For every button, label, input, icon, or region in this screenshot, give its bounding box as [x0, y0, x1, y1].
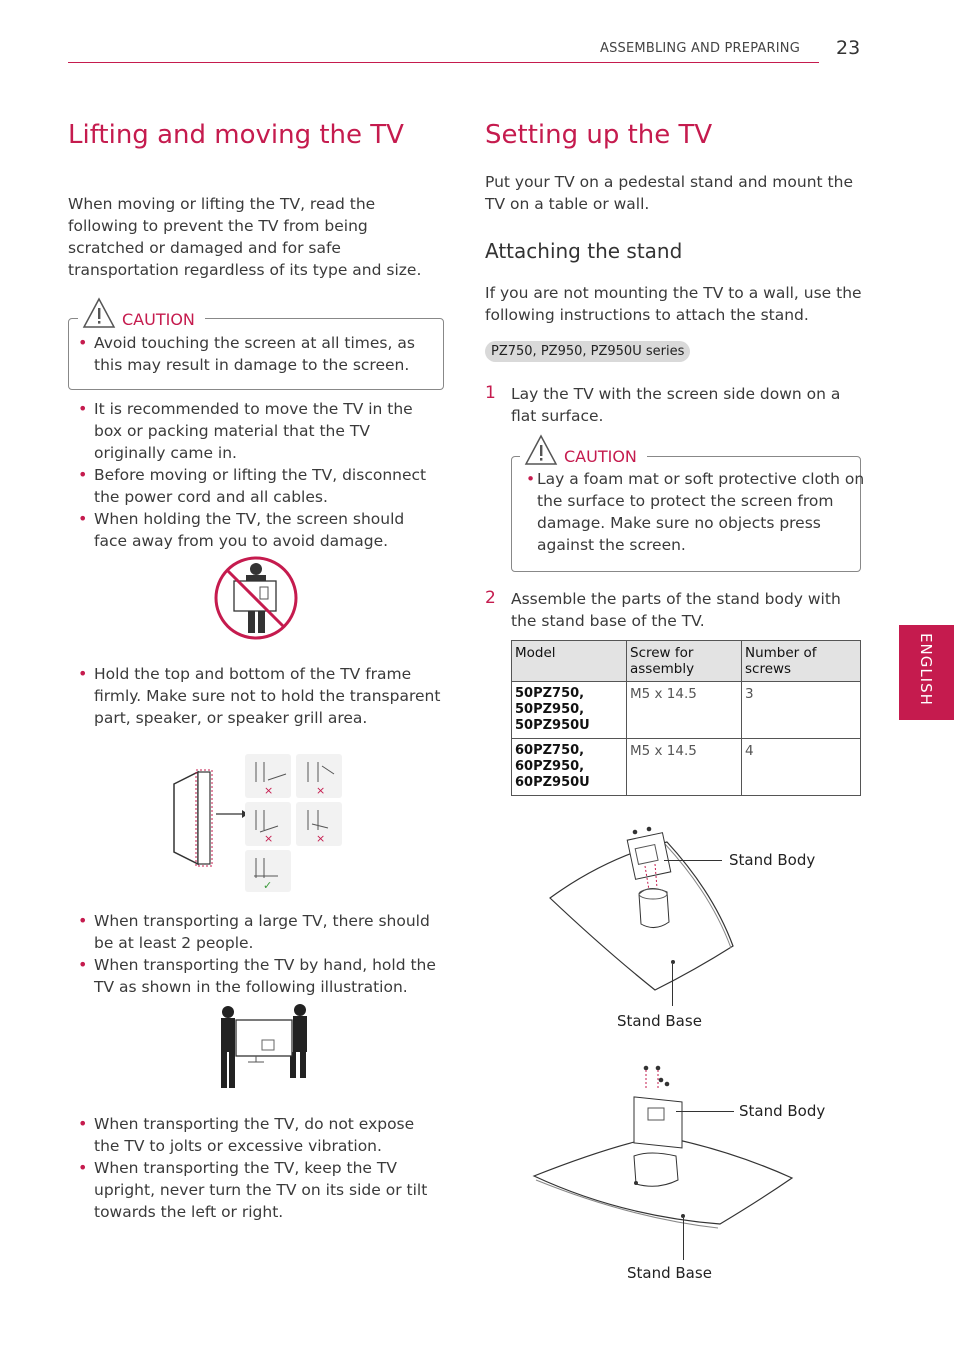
two-person-carry-illustration	[216, 1000, 312, 1092]
svg-text:×: ×	[316, 832, 326, 845]
table-header-row	[512, 641, 861, 682]
left-intro: When moving or lifting the TV, read the following to prevent the TV from being scratched or damaged and for safe transportation regardless of its type and size.	[68, 195, 422, 279]
header-section-title: ASSEMBLING AND PREPARING	[600, 41, 800, 56]
bullet-list-1	[68, 398, 442, 552]
caution-label-left: CAUTION	[116, 310, 201, 329]
stand-body-label-2: Stand Body	[739, 1102, 826, 1120]
hold-frame-illustration	[168, 752, 348, 894]
series-badge: PZ750, PZ950, PZ950U series	[485, 341, 690, 362]
attaching-stand-heading: Attaching the stand	[485, 239, 683, 263]
bullet-list-4	[68, 1113, 442, 1223]
table-cell-screw: M5 x 14.5	[627, 682, 742, 739]
list-item: • Hold the top and bottom of the TV frame firmly. Make sure not to hold the transparent part, speaker, or speaker grill area.	[68, 663, 442, 729]
table-cell-count: 3	[742, 682, 861, 739]
stand-body-label-1: Stand Body	[729, 851, 816, 869]
table-cell-model: 60PZ750, 60PZ950, 60PZ950U	[512, 739, 627, 796]
svg-text:×: ×	[264, 784, 274, 797]
right-intro: Put your TV on a pedestal stand and mount the TV on a table or wall.	[485, 173, 853, 213]
stand-assembly-diagram-1	[545, 820, 745, 1010]
svg-text:✓: ✓	[263, 879, 273, 892]
caution-header-left	[78, 297, 205, 329]
warning-triangle-icon	[82, 297, 116, 329]
right-section-title: Setting up the TV	[485, 120, 713, 150]
attaching-stand-intro: If you are not mounting the TV to a wall, use the following instructions to attach the stand.	[485, 284, 862, 324]
caution-item-right-text: Lay a foam mat or soft protective cloth on the surface to protect the screen from damage. Make sure no objects press against the screen.	[537, 470, 865, 554]
warning-triangle-icon	[524, 434, 558, 466]
table-header-screw: Screw for assembly	[627, 641, 742, 682]
list-item: • It is recommended to move the TV in the box or packing material that the TV originally came in.	[68, 398, 442, 464]
stand-assembly-diagram-2	[530, 1060, 800, 1230]
bullet-dot: •	[526, 470, 536, 488]
stand-base-label-2: Stand Base	[627, 1264, 712, 1282]
caution-label-right: CAUTION	[558, 447, 643, 466]
stand-base-label-1: Stand Base	[617, 1012, 702, 1030]
table-row	[512, 682, 861, 739]
list-item: • When holding the TV, the screen should face away from you to avoid damage.	[68, 508, 442, 552]
leader-line	[672, 964, 673, 1006]
screw-table	[511, 640, 861, 796]
list-item: • When transporting the TV by hand, hold the TV as shown in the following illustration.	[68, 954, 442, 998]
caution-item-right	[524, 468, 867, 556]
header-divider	[68, 62, 819, 63]
caution-header-right	[520, 434, 647, 466]
table-header-model: Model	[512, 641, 627, 682]
page-number: 23	[836, 37, 861, 59]
caution-item-left: • Avoid touching the screen at all times, as this may result in damage to the screen.	[68, 332, 440, 376]
table-header-count: Number of screws	[742, 641, 861, 682]
table-cell-screw: M5 x 14.5	[627, 739, 742, 796]
leader-line	[676, 1111, 734, 1112]
bullet-list-2	[68, 663, 442, 729]
prohibited-carry-illustration	[212, 555, 300, 641]
language-tab	[899, 625, 954, 720]
list-item: • When transporting the TV, keep the TV upright, never turn the TV on its side or tilt towards the left or right.	[68, 1157, 442, 1223]
left-section-title: Lifting and moving the TV	[68, 120, 404, 150]
leader-line	[664, 860, 722, 861]
bullet-list-3	[68, 910, 442, 998]
list-item: • Before moving or lifting the TV, disconnect the power cord and all cables.	[68, 464, 442, 508]
leader-line	[683, 1218, 684, 1260]
list-item: • When transporting the TV, do not expose the TV to jolts or excessive vibration.	[68, 1113, 442, 1157]
table-row	[512, 739, 861, 796]
step-number-1: 1	[485, 383, 496, 403]
step-2-text: Assemble the parts of the stand body with the stand base of the TV.	[511, 590, 841, 630]
step-number-2: 2	[485, 588, 496, 608]
svg-text:×: ×	[316, 784, 326, 797]
language-tab-label: ENGLISH	[917, 633, 935, 706]
list-item: • When transporting a large TV, there should be at least 2 people.	[68, 910, 442, 954]
svg-text:×: ×	[264, 832, 274, 845]
table-cell-model: 50PZ750, 50PZ950, 50PZ950U	[512, 682, 627, 739]
table-cell-count: 4	[742, 739, 861, 796]
step-1-text: Lay the TV with the screen side down on a flat surface.	[511, 385, 841, 425]
